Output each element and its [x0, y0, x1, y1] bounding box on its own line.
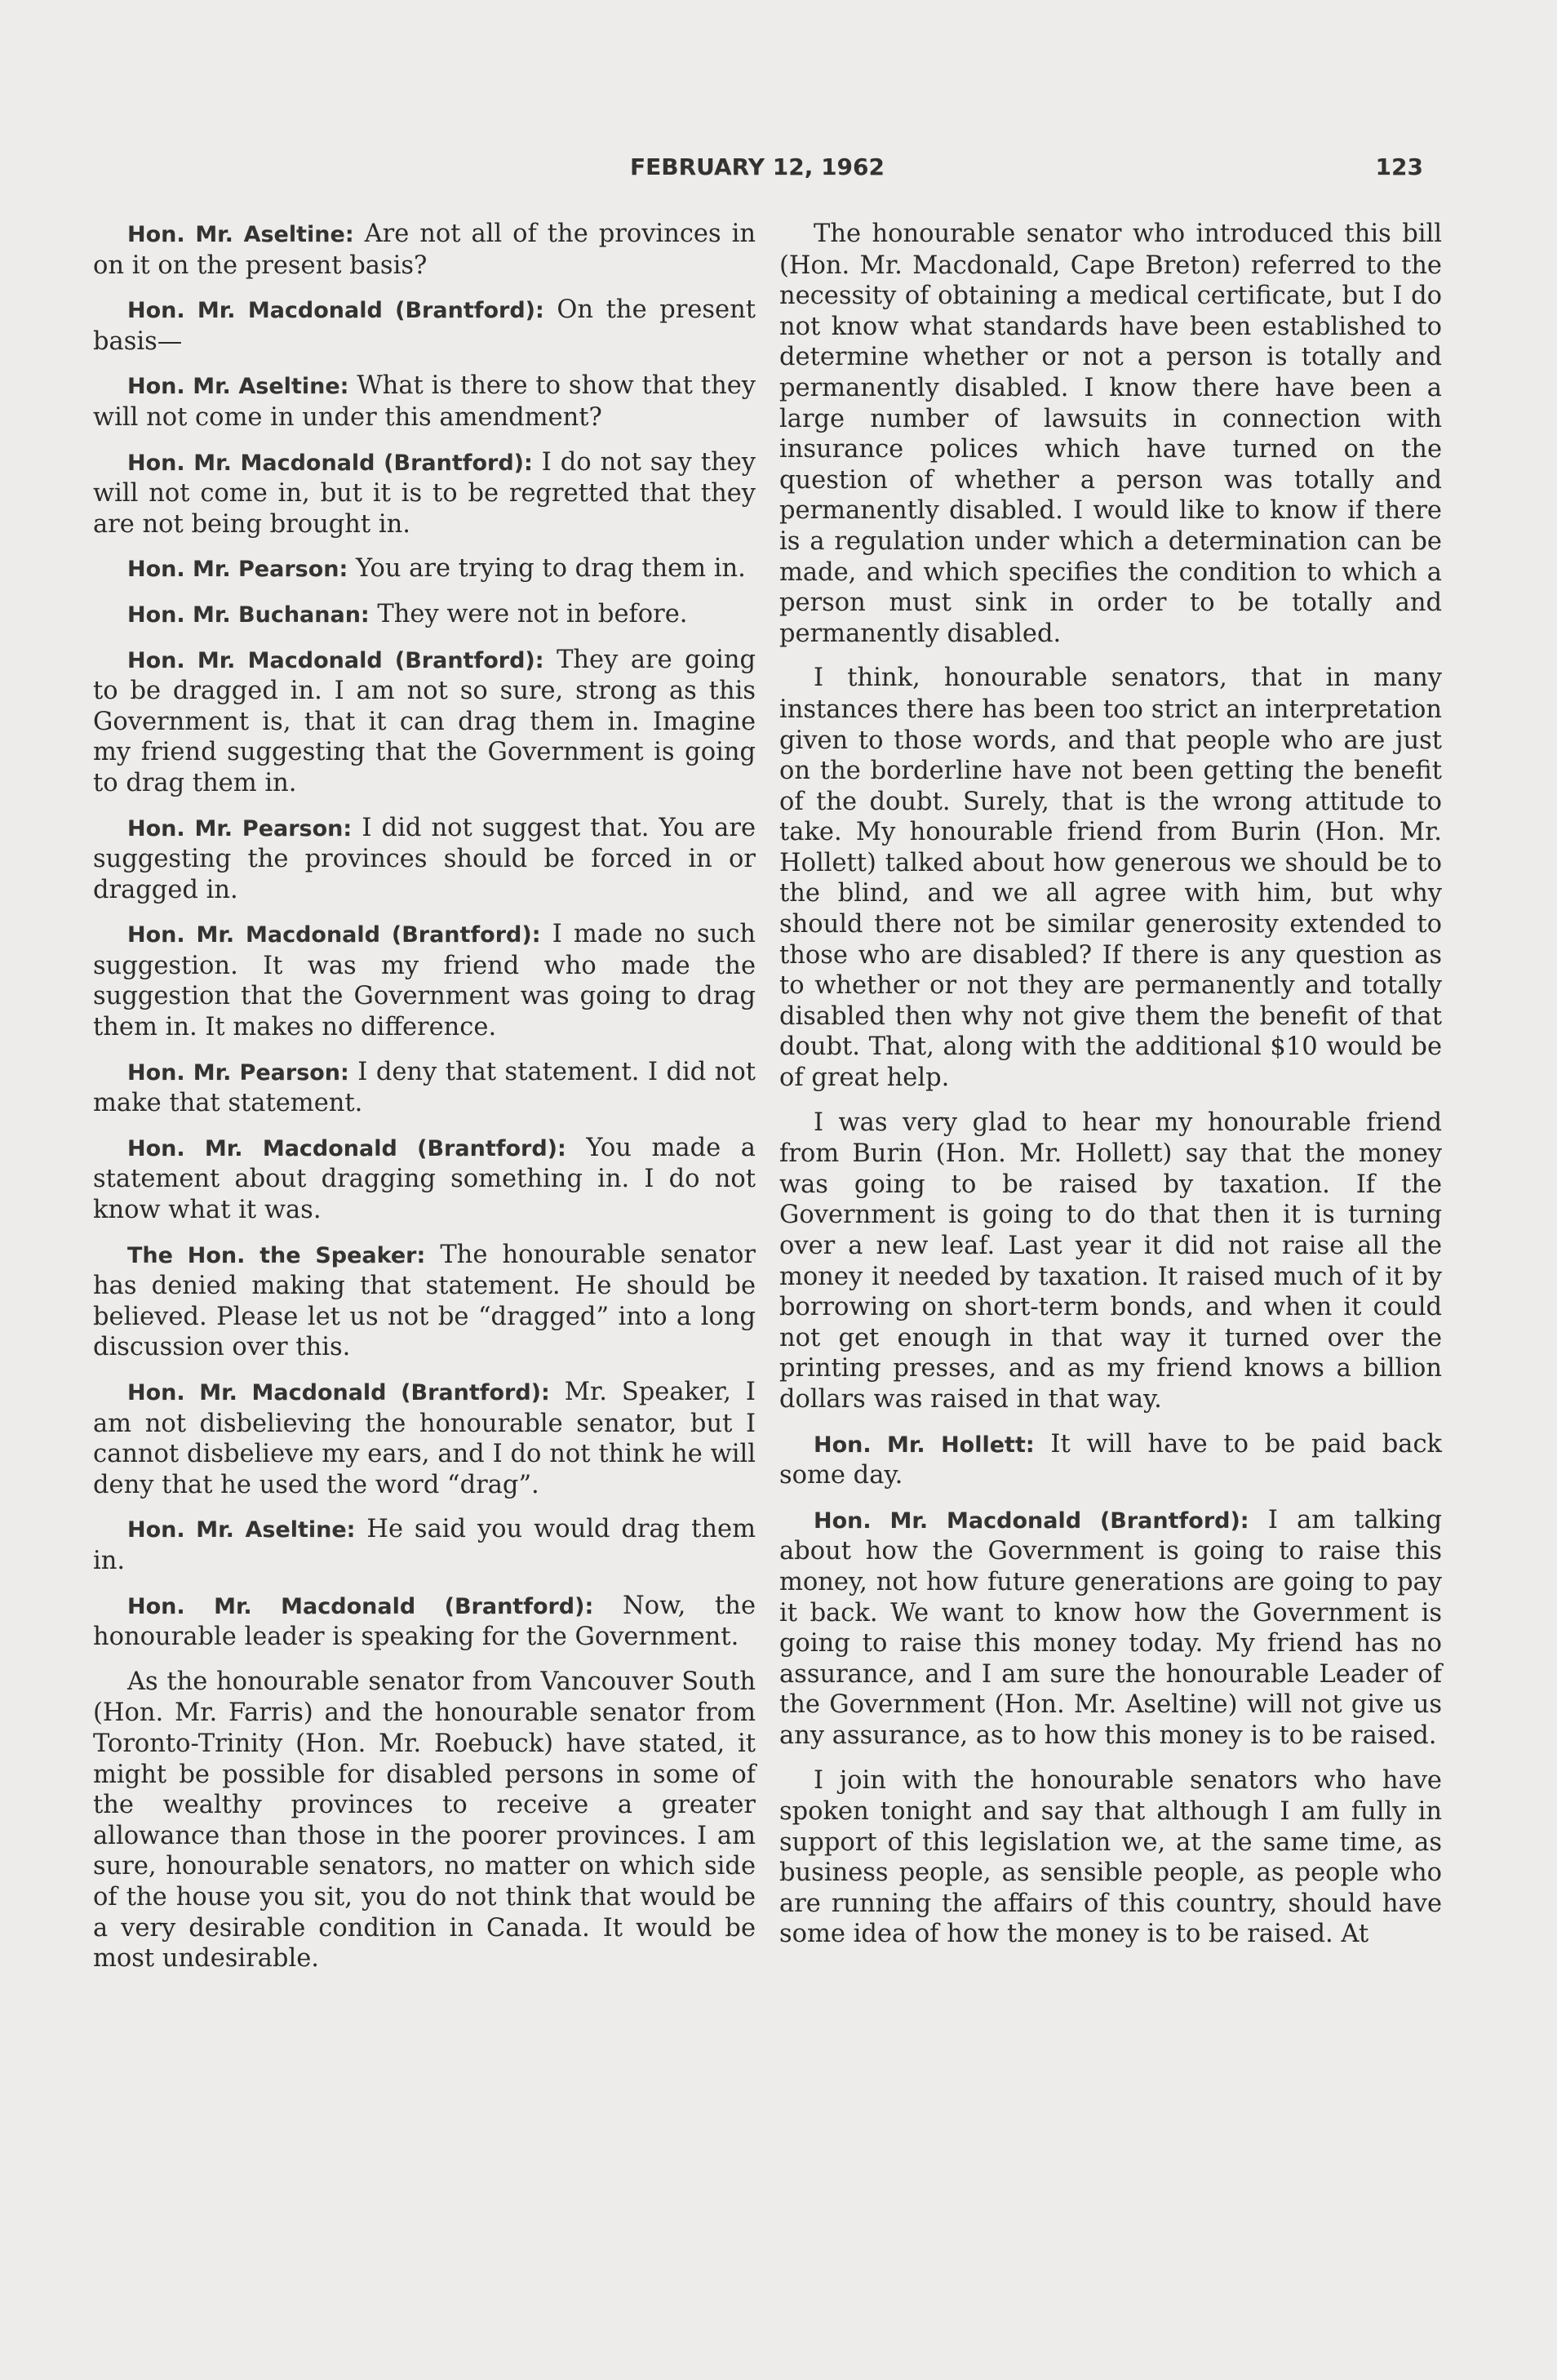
paragraph [93, 295, 756, 357]
speaker-name: The Hon. the Speaker: [127, 1242, 426, 1268]
paragraph-text: It will have to be paid back some day. [779, 1429, 1443, 1490]
speaker-name: Hon. Mr. Hollett: [814, 1432, 1035, 1458]
paragraph [93, 1667, 756, 1974]
paragraph-text: As the honourable senator from Vancouver South (Hon. Mr. Farris) and the honourable senator from Toronto-Trinity (Hon. Mr. Roebuck) have stated, it might be possible for disabled persons in some of the wealthy provinces to receive a greater allowance than those in the poorer provinces. I am sure, honourable senators, no matter on which side of the house you sit, you do not think that would be a very desirable condition in Canada. It would be most undesirable. [93, 1667, 756, 1974]
speaker-name: Hon. Mr. Macdonald (Brantford): [127, 1380, 550, 1405]
paragraph [93, 919, 756, 1042]
paragraph [93, 371, 756, 433]
paragraph-text: I made no such suggestion. It was my friend who made the suggestion that the Government was going to drag them in. It makes no difference. [93, 920, 756, 1042]
speaker-name: Hon. Mr. Buchanan: [127, 602, 370, 628]
paragraph-text: Are not all of the provinces in on it on the present basis? [93, 220, 756, 280]
speaker-name: Hon. Mr. Macdonald (Brantford): [127, 1593, 594, 1619]
paragraph [93, 447, 756, 540]
page-number: 123 [1375, 153, 1423, 180]
speaker-name: Hon. Mr. Pearson: [127, 1059, 349, 1086]
speaker-name: Hon. Mr. Aseltine: [127, 222, 354, 247]
speaker-name: Hon. Mr. Macdonald (Brantford): [814, 1507, 1249, 1534]
paragraph-text: They were not in before. [369, 599, 688, 628]
page-header [91, 153, 1423, 189]
paragraph-text: I am talking about how the Government is going to raise this money, not how future generations are going to pay it back. We want to know how the Government is going to raise this money today. My friend has no assurance, and I am sure the honourable Leader of the Government (Hon. Mr. Aseltine) will not give us any assurance, as to how this money is to be raised. [779, 1505, 1442, 1750]
speaker-name: Hon. Mr. Aseltine: [127, 374, 349, 400]
paragraph-text: I join with the honourable senators who have spoken tonight and say that although I am fully in support of this legislation we, at the same time, as business people, as sensible people, as people who are running the affairs of this country, should have some idea of how the money is to be raised. At [779, 1765, 1442, 1949]
paragraph [93, 599, 756, 631]
page-date: FEBRUARY 12, 1962 [629, 153, 885, 180]
paragraph [93, 1514, 756, 1576]
paragraph-text: I do not say they will not come in, but it is to be regretted that they are not being brought in. [93, 447, 756, 539]
paragraph-text: He said you would drag them in. [93, 1515, 756, 1575]
paragraph-text: What is there to show that they will not come in under this amendment? [93, 371, 756, 432]
paragraph [779, 663, 1442, 1093]
paragraph [93, 1057, 756, 1119]
paragraph-text: Mr. Speaker, I am not disbelieving the honourable senator, but I cannot disbelieve my ears, and I do not think he will deny that he used the word “drag”. [93, 1378, 756, 1499]
speaker-name: Hon. Mr. Macdonald (Brantford): [127, 1135, 566, 1161]
speaker-name: Hon. Mr. Aseltine: [127, 1517, 356, 1543]
paragraph [779, 1429, 1442, 1491]
paragraph-text: I was very glad to hear my honourable friend from Burin (Hon. Mr. Hollett) say that the money was going to be raised by taxation. If the Government is going to do that then it is turning over a new leaf. Last year it did not raise all the money it needed by taxation. It raised much of it by borrowing on short-term bonds, and when it could not get enough in that way it turned over the printing presses, and as my friend knows a billion dollars was raised in that way. [779, 1108, 1442, 1414]
paragraph [93, 219, 756, 281]
paragraph [779, 1765, 1442, 1951]
paragraph-text: You are trying to drag them in. [348, 554, 746, 584]
paragraph [93, 1240, 756, 1363]
paragraph-text: The honourable senator who introduced this bill (Hon. Mr. Macdonald, Cape Breton) referred to the necessity of obtaining a medical certificate, but I do not know what standards have been established to determine whether or not a person is totally and permanently disabled. I know there have been a large number of lawsuits in connection with insurance polices which have turned on the question of whether a person was totally and permanently disabled. I would like to know if there is a regulation under which a determination can be made, and which specifies the condition to which a person must sink in order to be totally and permanently disabled. [779, 220, 1442, 648]
paragraph [93, 553, 756, 585]
paragraph-text: I did not suggest that. You are suggesting the provinces should be forced in or dragged in. [93, 813, 756, 904]
paragraph [779, 1108, 1442, 1415]
paragraph [779, 1505, 1442, 1752]
paragraph-text: I deny that statement. I did not make that statement. [93, 1057, 756, 1118]
speaker-name: Hon. Mr. Macdonald (Brantford): [127, 647, 544, 673]
paragraph [93, 1591, 756, 1653]
paragraph-text: Now, the honourable leader is speaking for the Government. [93, 1591, 756, 1652]
right-column [779, 219, 1442, 1950]
speaker-name: Hon. Mr. Macdonald (Brantford): [127, 450, 533, 476]
paragraph-text: I think, honourable senators, that in many instances there has been too strict an interpretation given to those words, and that people who are just on the borderline have not been getting the benefit of the doubt. Surely, that is the wrong attitude to take. My honourable friend from Burin (Hon. Mr. Hollett) talked about how generous we should be to the blind, and we all agree with him, but why should there not be similar generosity extended to those who are disabled? If there is any question as to whether or not they are permanently and totally disabled then why not give them the benefit of that doubt. That, along with the additional $10 would be of great help. [779, 664, 1442, 1093]
left-column [93, 219, 756, 1974]
paragraph-text: They are going to be dragged in. I am not so sure, strong as this Government is, that it can drag them in. Imagine my friend suggesting that the Government is going to drag them in. [93, 645, 756, 797]
speaker-name: Hon. Mr. Pearson: [127, 815, 353, 841]
paragraph [93, 813, 756, 906]
paragraph-text: You made a statement about dragging something in. I do not know what it was. [93, 1133, 756, 1225]
paragraph-text: On the present basis— [93, 295, 756, 356]
speaker-name: Hon. Mr. Macdonald (Brantford): [127, 298, 544, 324]
paragraph [93, 1133, 756, 1226]
paragraph [779, 219, 1442, 649]
paragraph [93, 1377, 756, 1500]
speaker-name: Hon. Mr. Macdonald (Brantford): [127, 922, 541, 948]
paragraph [93, 645, 756, 799]
paragraph-text: The honourable senator has denied making that statement. He should be believed. Please let us not be “dragged” into a long discussion over this. [93, 1240, 756, 1362]
speaker-name: Hon. Mr. Pearson: [127, 557, 348, 583]
